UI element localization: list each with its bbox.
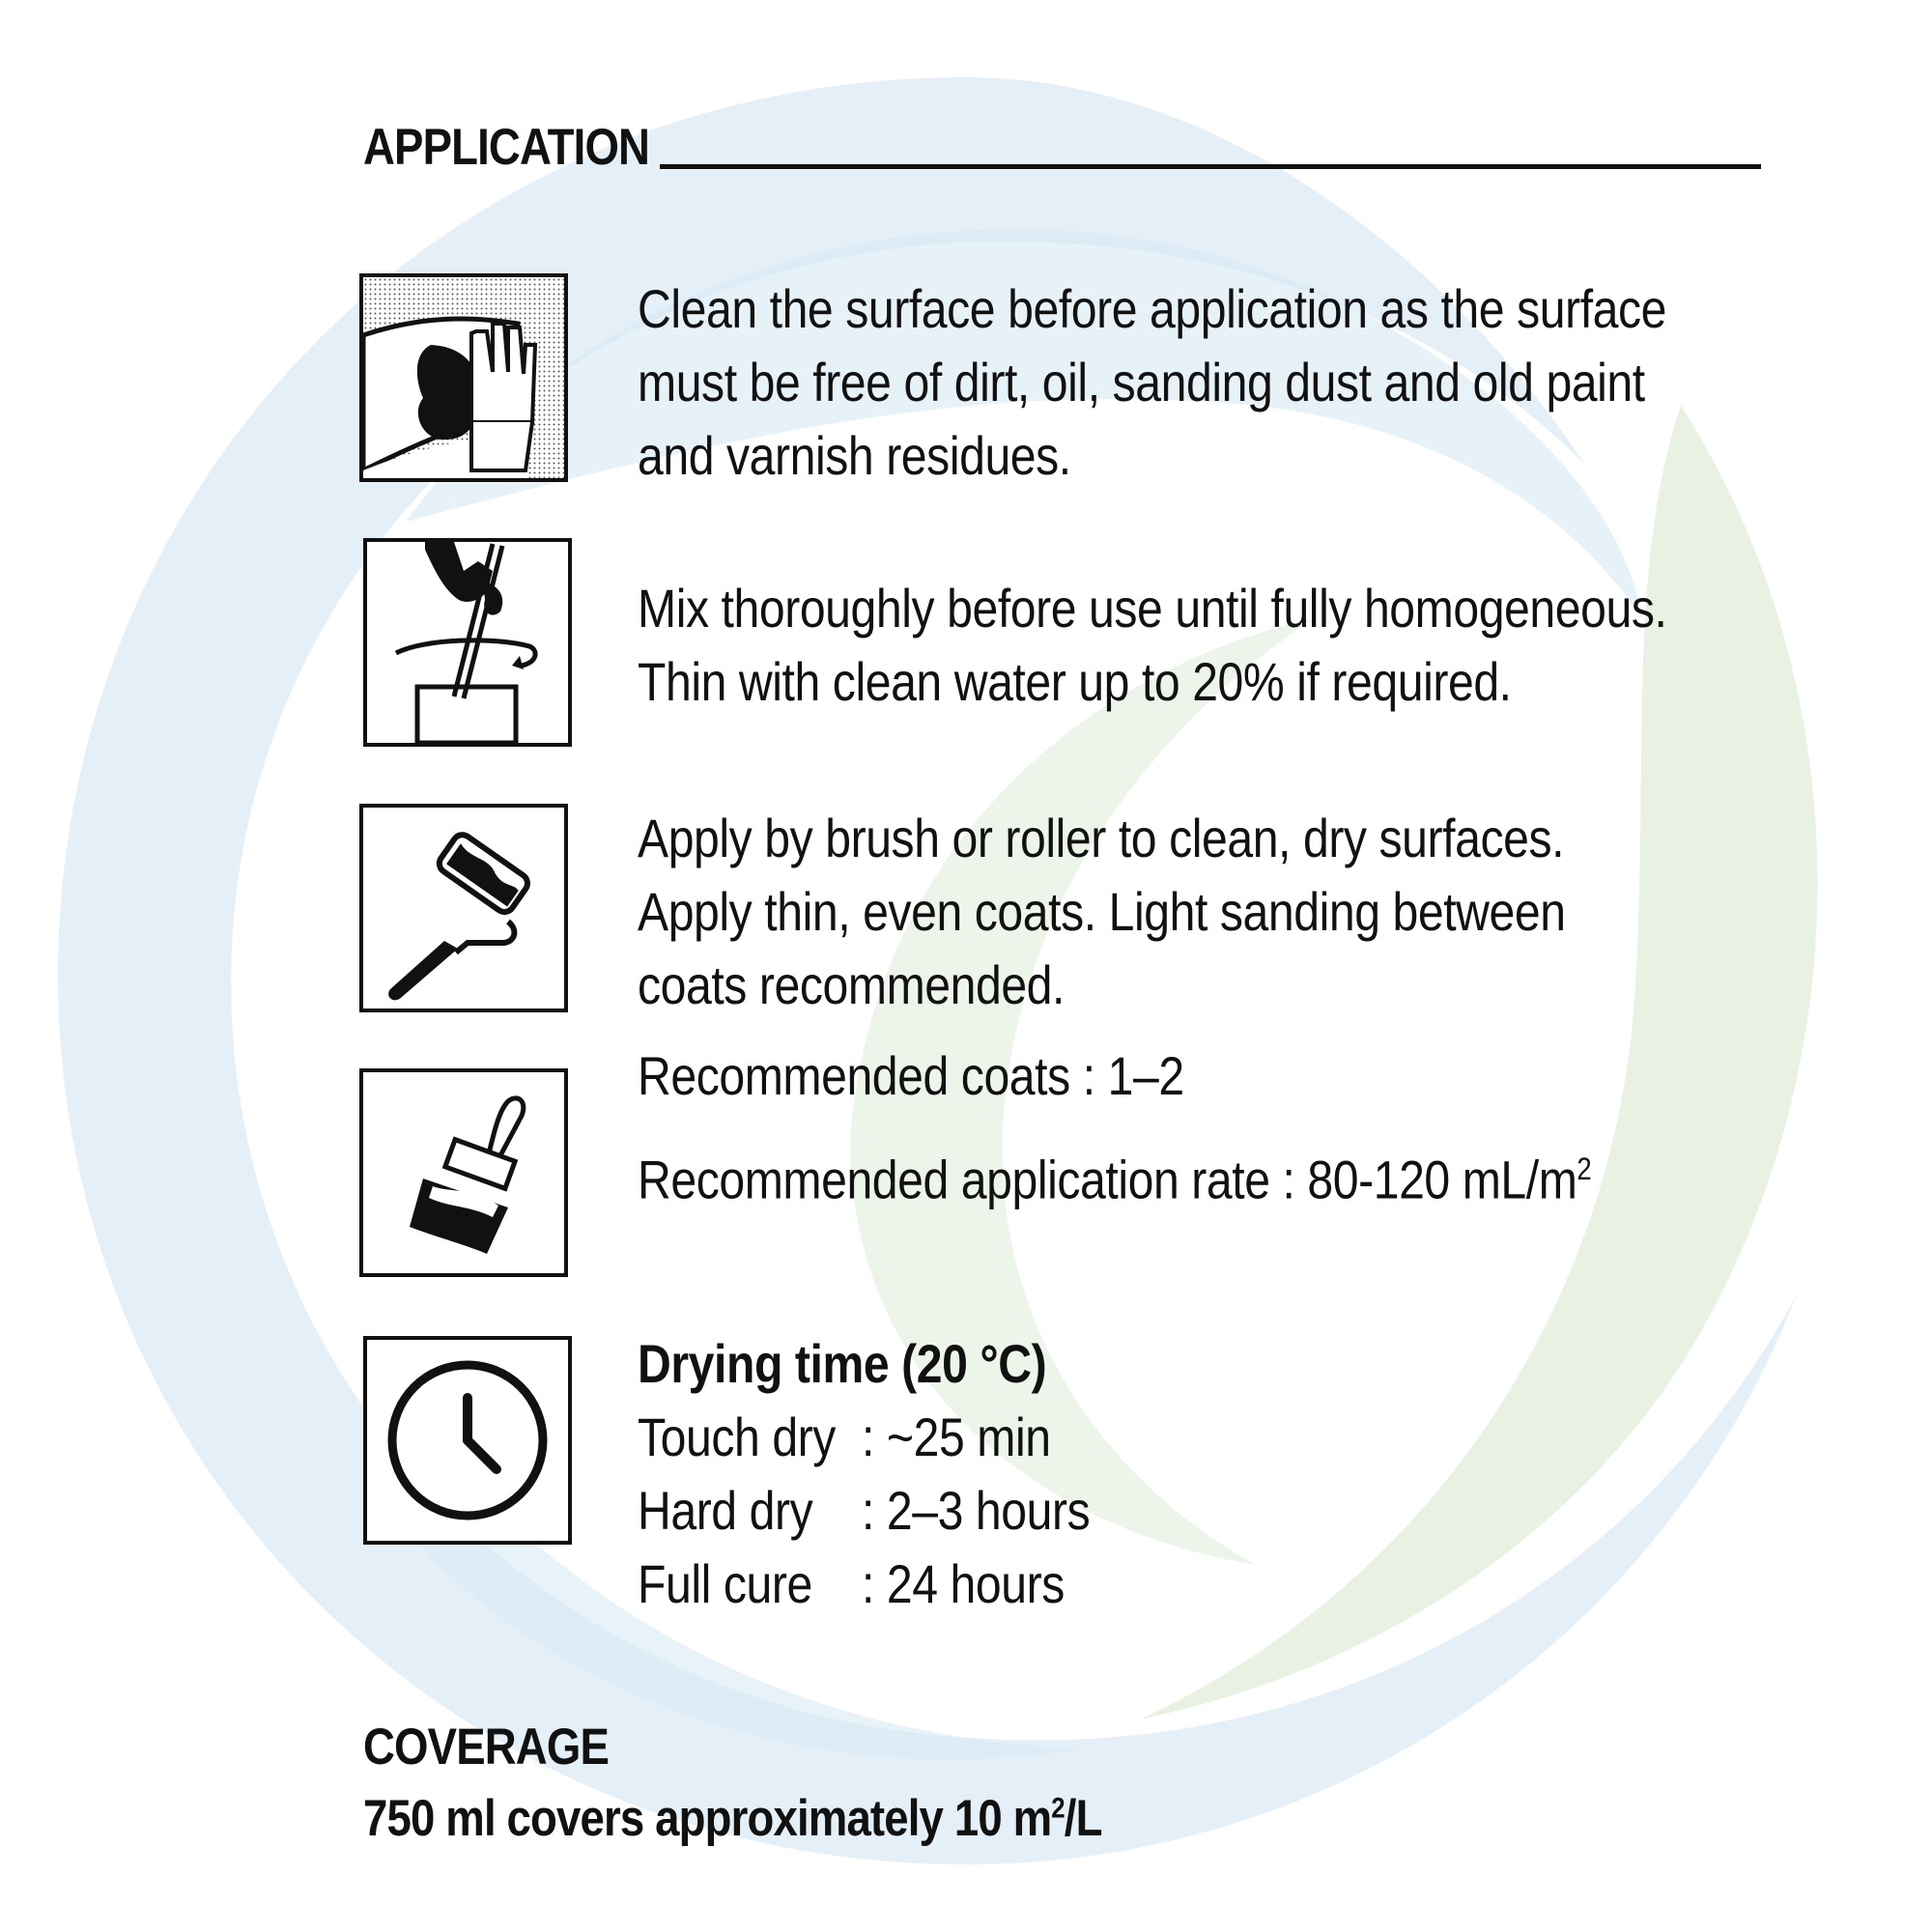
drying-label-hard: Hard dry [638, 1480, 813, 1541]
step-1-icon-box [359, 273, 568, 482]
drying-row-touch [638, 1401, 1113, 1474]
step-3-line-2: Apply thin, even coats. Light sanding between [638, 881, 1566, 942]
step-3-line-1: Apply by brush or roller to clean, dry surfaces. [638, 808, 1565, 868]
step-1-text [638, 272, 1833, 493]
drying-row-hard [638, 1474, 1113, 1548]
mix-stir-icon [367, 542, 568, 743]
step-2-line-1: Mix thoroughly before use until fully homogeneous. [638, 578, 1667, 639]
drying-label-full: Full cure [638, 1553, 812, 1614]
step-3-line-3: coats recommended. [638, 954, 1065, 1015]
step-2-icon-box [363, 538, 572, 747]
step-2-text [638, 572, 1834, 719]
step-5-text [638, 1327, 1113, 1621]
clean-surface-icon [363, 277, 564, 478]
step-4-text [638, 1039, 1747, 1217]
step-5-icon-box [363, 1336, 572, 1545]
recommended-coats: Recommended coats : 1–2 [638, 1045, 1184, 1106]
step-4-icon-box [359, 1068, 568, 1277]
recommended-application-rate [638, 1132, 1591, 1217]
drying-value-touch: : ~25 min [862, 1406, 1051, 1467]
drying-row-full [638, 1548, 1113, 1621]
step-1-line-2: must be free of dirt, oil, sanding dust and old paint [638, 352, 1645, 412]
section-title-application: APPLICATION [363, 119, 650, 176]
drying-value-hard: : 2–3 hours [862, 1480, 1091, 1541]
coverage-text-suffix: /L [1064, 1790, 1102, 1847]
coverage-text-prefix: 750 ml covers approximately 10 m [363, 1790, 1052, 1847]
drying-time-heading: Drying time (20 °C) [638, 1333, 1047, 1394]
coverage-title: COVERAGE [363, 1719, 609, 1776]
step-3-text [638, 802, 1717, 1022]
paint-roller-icon [363, 808, 564, 1009]
step-1-line-3: and varnish residues. [638, 425, 1071, 486]
step-3-icon-box [359, 804, 568, 1012]
coverage-superscript: 2 [1051, 1792, 1065, 1825]
drying-label-touch: Touch dry [638, 1406, 836, 1467]
step-2-line-2: Thin with clean water up to 20% if required. [638, 651, 1512, 712]
paint-brush-icon [363, 1072, 564, 1273]
coverage-text [363, 1789, 1102, 1848]
clock-icon [367, 1340, 568, 1541]
step-1-line-1: Clean the surface before application as the surface [638, 278, 1667, 339]
drying-value-full: : 24 hours [862, 1553, 1065, 1614]
application-rate-superscript: 2 [1577, 1151, 1592, 1186]
title-underline-rule [660, 164, 1761, 169]
application-rate-text: Recommended application rate : 80-120 mL/m [638, 1149, 1577, 1210]
